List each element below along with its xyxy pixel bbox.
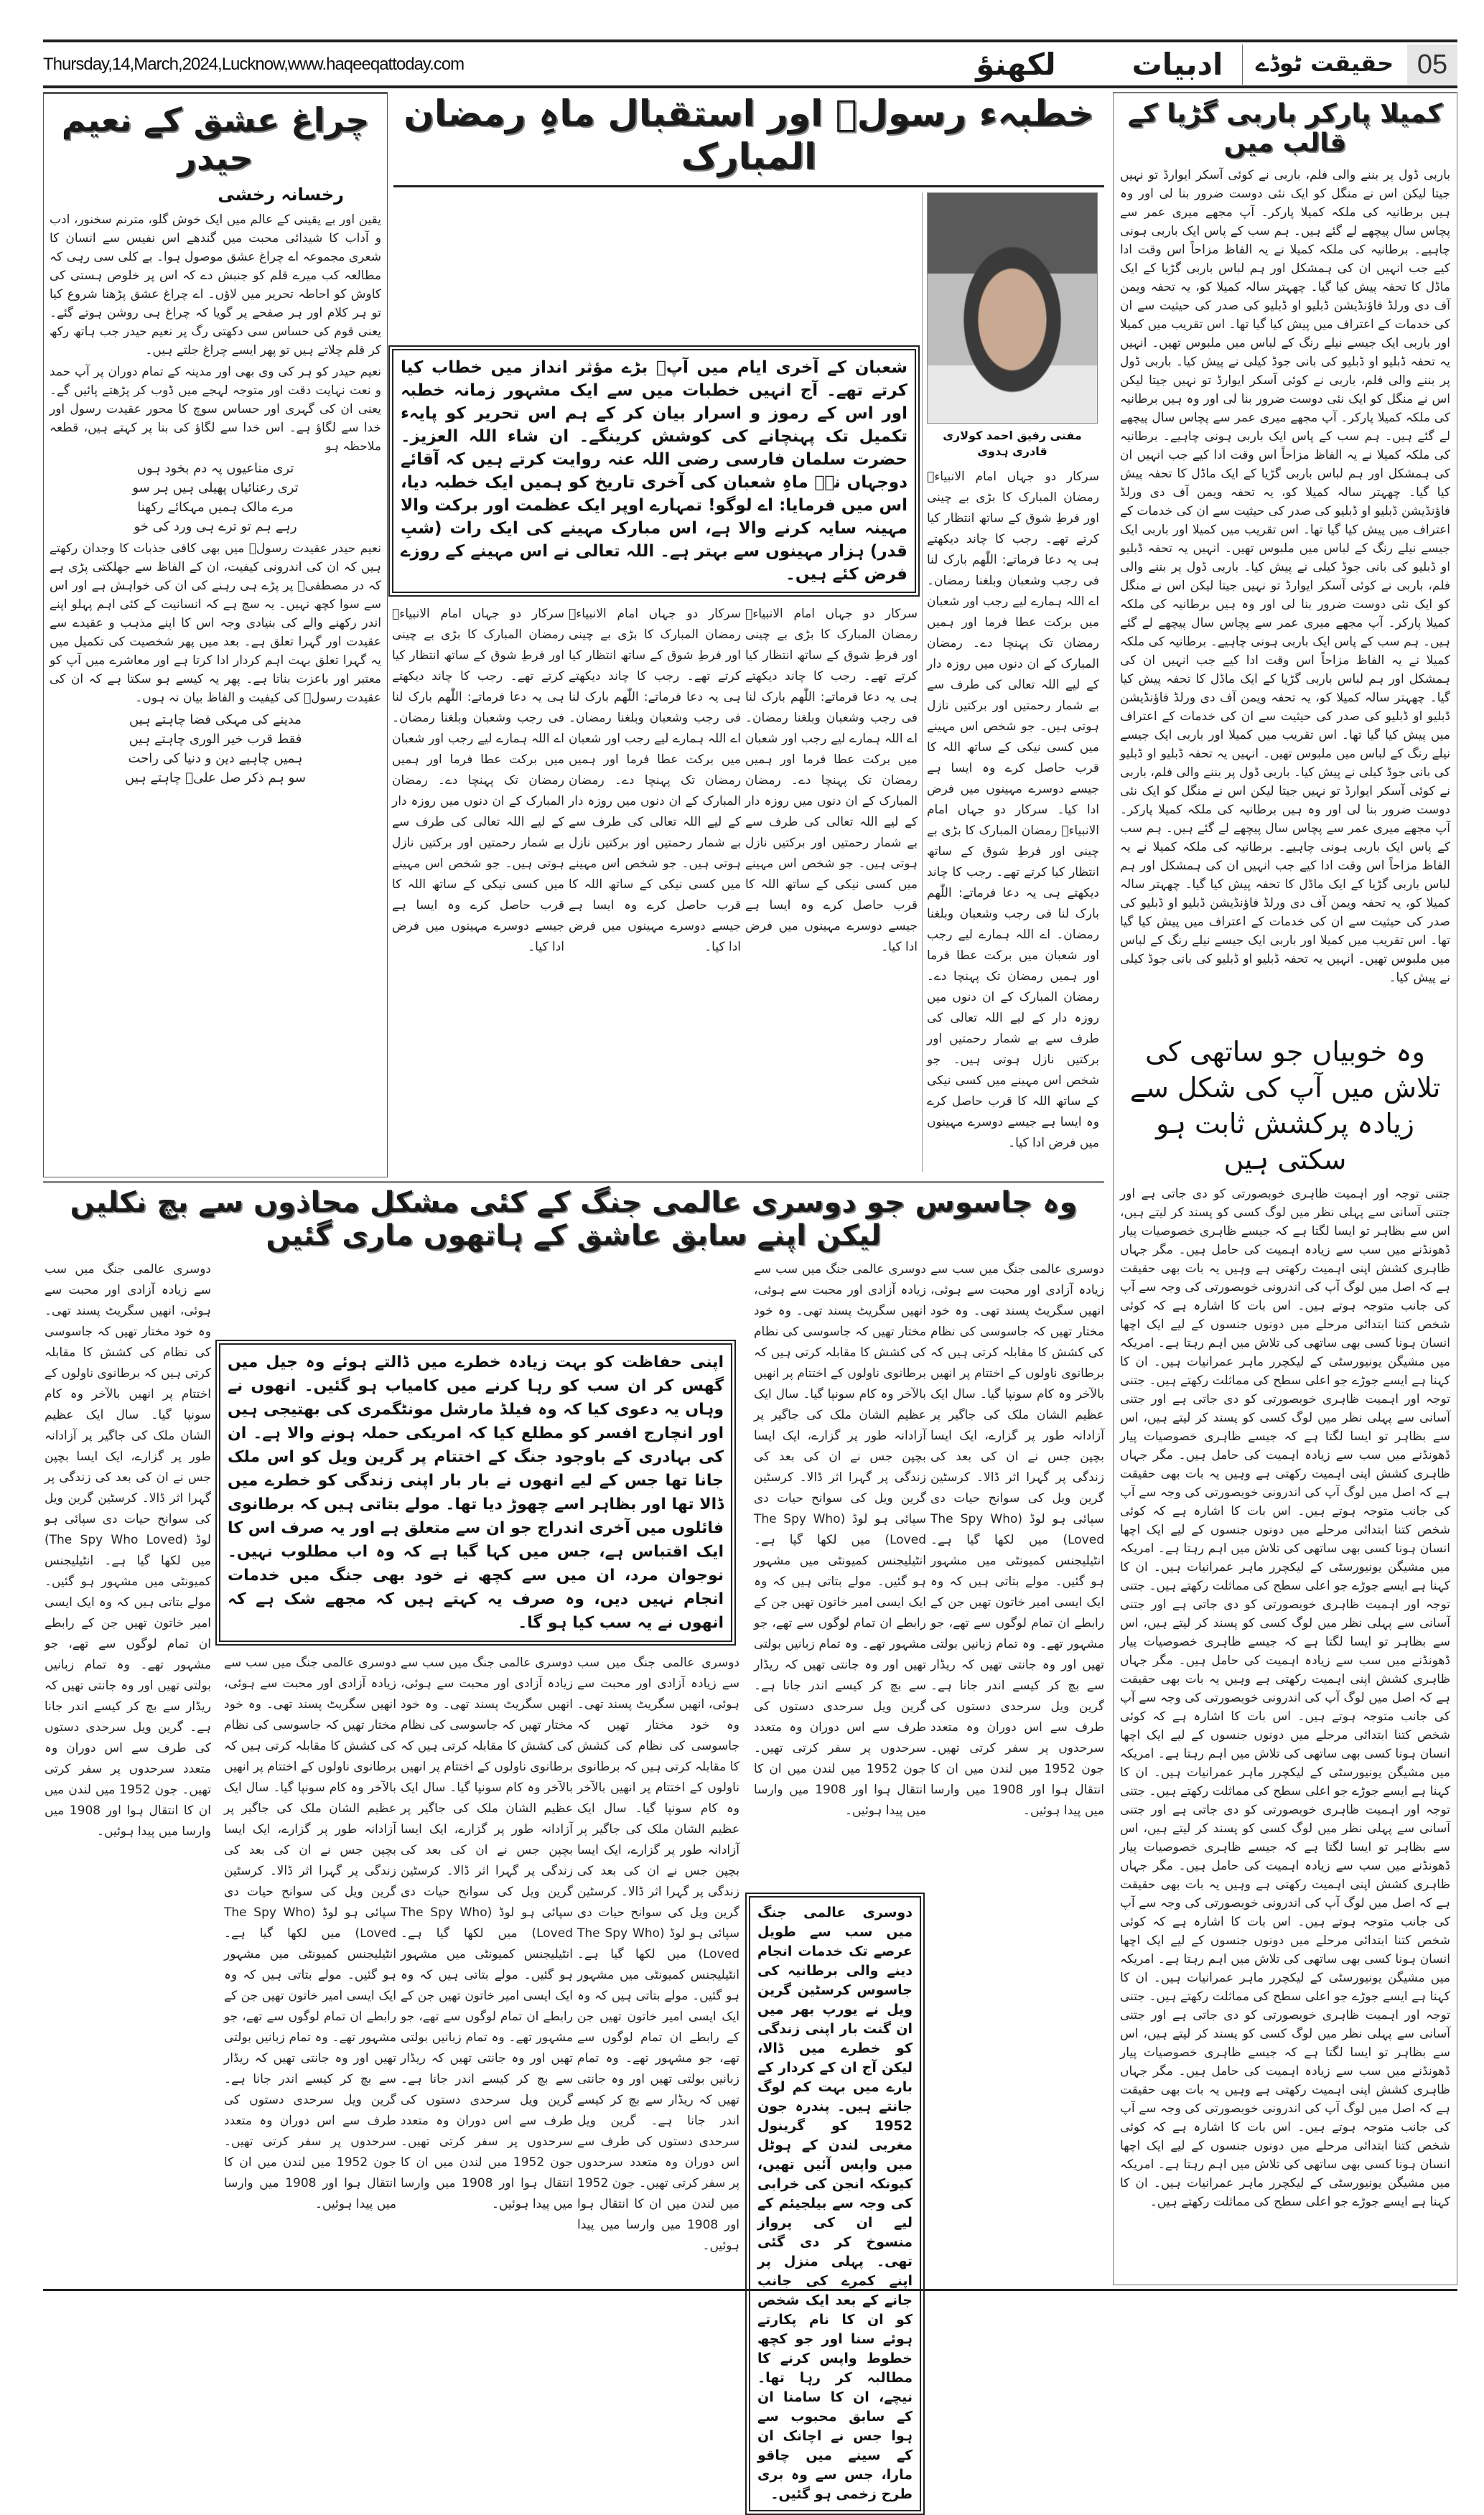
article-text: جتنی توجہ اور اہمیت ظاہری خوبصورتی کو دی جاتی ہے اور جتنی آسانی سے پہلی نظر میں لوگ کسی کو پسند کر لیتے ہیں، اس سے بظاہر تو ایسا لگتا ہے کہ جیسے ظاہری خصوصیات پیار ڈھونڈنے میں سب سے زیادہ اہمیت کی حامل ہیں۔ مگر جہاں ظاہری کشش اپنی اہمیت رکھتی ہے وہیں یہ بات بھی حقیقت ہے کہ اصل میں لوگ آپ کی اندرونی خوبصورتی کی وجہ سے آپ کی جانب متوجہ ہوتے ہیں۔ اس بات کا اشارہ ہے کہ کوئی شخص کتنا ابتدائی مرحلے میں دونوں جنسوں کے لیے ایک اچھا انسان ہونا کسی بھی ساتھی کی تلاش میں اہم رہتا ہے۔ امریکہ میں مشیگن یونیورسٹی کے لیکچرر ماہر عمرانیات ہیں۔ ان کا کہنا ہے ایسے جوڑے جو اعلی سطح کی مماثلت رکھتے ہیں۔ bbox=[1120, 1373, 1450, 1593]
poem-line: ہمیں چاہیے دین و دنیا کی راحت bbox=[128, 750, 303, 766]
left-body bbox=[44, 207, 387, 796]
bottom-column-1 bbox=[930, 1259, 1104, 1821]
poem-line: سو ہم ذکر صل علیؐ چاہتے ہیں bbox=[125, 770, 306, 785]
article-text: باربی ڈول پر بننے والی فلم، باربی نے کوئی آسکر ایوارڈ تو نہیں جیتا لیکن اس نے منگل کو ایک نئی دوست ضرور بنا لی اور وہ ہیں برطانیہ کی ملکہ کمیلا پارکر۔ آپ مجھے میری عمر سے پچاس سال پیچھے لے گئے ہیں۔ ہم سب کے پاس ایک باربی ہونی چاہیے۔ برطانیہ کی ملکہ کمیلا نے یہ الفاظ مزاحاً اس وقت ادا کیے جب انہیں ان کی ہمشکل اور ہم لباس باربی گڑیا کے ایک ماڈل کا تحفہ پیش کیا گیا۔ چھہتر سالہ کمیلا کو، یہ تحفہ ویمن آف دی ورلڈ فاؤنڈیشن ڈبلیو او ڈبلیو کی صدر کی حیثیت سے ان کی خدمات کے اعتراف میں پیش کیا گیا تھا۔ اس تقریب میں کمیلا اور باربی ایک جیسے نیلے رنگ کے لباس میں ملبوس تھیں۔ انہیں یہ تحفہ ڈبلیو او ڈبلیو کی بانی جوڈ کیلی نے پیش کیا۔ bbox=[1120, 765, 1450, 985]
bottom-column-6 bbox=[45, 1259, 211, 1842]
bottom-headline: وہ جاسوس جو دوسری عالمی جنگ کے کئی مشکل محاذوں سے بچ نکلیں لیکن اپنے سابق عاشق کے ہاتھوں ماری گئیں bbox=[70, 1186, 1078, 1252]
article-text: باربی ڈول پر بننے والی فلم، باربی نے کوئی آسکر ایوارڈ تو نہیں جیتا لیکن اس نے منگل کو ایک نئی دوست ضرور بنا لی اور وہ ہیں برطانیہ کی ملکہ کمیلا پارکر۔ آپ مجھے میری عمر سے پچاس سال پیچھے لے گئے ہیں۔ ہم سب کے پاس ایک باربی ہونی چاہیے۔ برطانیہ کی ملکہ کمیلا نے یہ الفاظ مزاحاً اس وقت ادا کیے جب انہیں ان کی ہمشکل اور ہم لباس باربی گڑیا کے ایک ماڈل کا تحفہ پیش کیا گیا۔ چھہتر سالہ کمیلا کو، یہ تحفہ ویمن آف دی ورلڈ فاؤنڈیشن ڈبلیو او ڈبلیو کی صدر کی حیثیت سے ان کی خدمات کے اعتراف میں پیش کیا گیا تھا۔ اس تقریب میں کمیلا اور باربی ایک جیسے نیلے رنگ کے لباس میں ملبوس تھیں۔ انہیں یہ تحفہ ڈبلیو او ڈبلیو کی بانی جوڈ کیلی نے پیش کیا۔ bbox=[1120, 355, 1450, 574]
right-body bbox=[1120, 166, 1450, 987]
center-column-2 bbox=[745, 604, 918, 958]
right-headline: کمیلا پارکر باربی گڑیا کے قالب میں bbox=[1127, 99, 1443, 159]
city-label: لکھنؤ bbox=[976, 47, 1056, 82]
left-paragraph: نعیم حیدر کو ہر کی وی بھی اور مدینہ کے تمام دوران پر آپ حمد و نعت نہایت دقت اور متوجہ لہجے میں ڈوب کر پڑھتے پائیں گے۔ یعنی ان کی گہری اور حساس سوچ کا محور عقیدت رسول اور خدا سے لگاؤ ہے۔ اس خدا سے لگاؤ کی بنا پر کہتے ہیں، قطعہ ملاحظہ ہو bbox=[50, 364, 381, 454]
right-body-2 bbox=[1120, 1185, 1450, 2211]
poem-line: تری رعنائیاں پھیلی ہیں ہر سو bbox=[132, 480, 299, 495]
left-byline: رخسانہ رخشی bbox=[218, 184, 344, 205]
bottom-pull-quote-1: اپنی حفاظت کو بہت زیادہ خطرے میں ڈالتے ہوئے وہ جیل میں گھس کر ان سب کو رہا کرنے میں کامیاب ہو گئیں۔ انھوں نے وہاں یہ دعوی کیا کہ وہ فیلڈ مارشل مونٹگمری کی بھتیجی ہیں اور انچارج افسر کو مطلع کیا کہ امریکی حملہ ہونے والا ہے۔ ان کی بہادری کے باوجود جنگ کے اختتام پر گرین ویل کو اس ملک جانا تھا جس کے لیے انھوں نے بار بار اپنی زندگی کو خطرے میں ڈالا تھا اور بظاہر اسے چھوڑ دیا تھا۔ مولے بتاتی ہیں کہ برطانوی فائلوں میں آخری اندراج جو ان سے متعلق ہے اور یہ صرف اس کا ایک اقتباس ہے، جس میں کہا گیا ہے کہ وہ اب مطلوب نہیں۔ نوجوان مرد، ان میں سے کچھ نے خود بھی جنگ میں خدمات انجام نہیں دیں، وہ صرف یہ کہتے ہیں کہ مجھے شک ہے کہ انھوں نے یہ سب کیا ہو گا۔ bbox=[215, 1340, 736, 1646]
bottom-pull-quote-2: دوسری عالمی جنگ میں سب سے طویل عرصے تک خدمات انجام دینے والی برطانیہ کی جاسوس کرسٹین گرین ویل نے یورپ بھر میں ان گنت بار اپنی زندگی کو خطرے میں ڈالا، لیکن آج ان کے کردار کے بارے میں بہت کم لوگ جانتے ہیں۔ پندرہ جون 1952 کو گرینول مغربی لندن کے ہوٹل میں واپس آئیں تھیں، کیونکہ انجن کی خرابی کی وجہ سے بیلجیئم کے لیے ان کی پرواز منسوخ کر دی گئی تھی۔ پہلی منزل پر اپنے کمرے کی جانب جانے کے بعد ایک شخص کو ان کا نام پکارتے ہوئے سنا اور جو کچھ خطوط واپس کرنے کا مطالبہ کر رہا تھا۔ نیچے، ان کا سامنا ان کے سابق محبوب سے ہوا جس نے اچانک ان کے سینے میں چاقو مارا، جس سے وہ بری طرح زخمی ہو گئیں۔ bbox=[745, 1893, 925, 2515]
center-rule bbox=[393, 185, 1104, 187]
article-text: دوسری عالمی جنگ میں سب سے زیادہ آزادی اور محبت سے ہوئی، انھیں سگریٹ پسند تھی۔ وہ خود مختار تھیں کہ جاسوسی کی نظام کی کشش کا مقابلہ کرتی ہیں کہ برطانوی ناولوں کے اختتام پر انھیں بالآخر وہ کام سونپا گیا۔ سال ایک عظیم الشان ملک کی جاگیر پر آزادانہ طور پر گزارے، ایک ایسا بچپن جس نے ان کی بعد کی زندگی پر گہرا اثر ڈالا۔ کرسٹین گرین ویل کی سوانح حیات دی سپائی ہو لوڈ (The Spy Who Loved) میں لکھا گیا ہے۔ انٹیلیجنس کمیونٹی میں مشہور ہو گئیں۔ مولے بتاتی ہیں کہ وہ ایک ایسی امیر خاتون تھیں جن کے رابطے ان تمام لوگوں سے تھے، جو مشہور تھے۔ وہ تمام زبانیں بولتی تھیں اور وہ جانتی تھیں کہ ریڈار سے بچ کر کیسے اندر جانا ہے۔ گرین ویل سرحدی دستوں کی طرف سے اس دوران وہ متعدد سرحدوں پر سفر کرتی تھیں۔ جون 1952 میں لندن میں ان کا انتقال ہوا اور 1908 میں وارسا میں پیدا ہوئیں۔ bbox=[577, 1656, 740, 2253]
poem-line: رہے ہم تو ترے ہی ورد کی خو bbox=[134, 518, 297, 534]
column-divider bbox=[922, 192, 923, 1172]
article-text: دوسری عالمی جنگ میں سب سے زیادہ آزادی اور محبت سے ہوئی، انھیں سگریٹ پسند تھی۔ وہ خود مختار تھیں کہ جاسوسی کی نظام کی کشش کا مقابلہ کرتی ہیں کہ برطانوی ناولوں کے اختتام پر انھیں بالآخر وہ کام سونپا گیا۔ سال ایک عظیم الشان ملک کی جاگیر پر آزادانہ طور پر گزارے، ایک ایسا بچپن جس نے ان کی بعد کی زندگی پر گہرا اثر ڈالا۔ کرسٹین گرین ویل کی سوانح حیات دی سپائی ہو لوڈ (The Spy Who Loved) میں لکھا گیا ہے۔ انٹیلیجنس کمیونٹی میں مشہور ہو گئیں۔ مولے بتاتی ہیں کہ وہ ایک ایسی امیر خاتون تھیں جن کے رابطے ان تمام لوگوں سے تھے، جو مشہور تھے۔ وہ تمام زبانیں بولتی تھیں اور وہ جانتی تھیں کہ ریڈار سے بچ کر کیسے اندر جانا ہے۔ گرین ویل سرحدی دستوں کی طرف سے اس دوران وہ متعدد سرحدوں پر سفر کرتی تھیں۔ جون 1952 میں لندن میں ان کا انتقال ہوا اور 1908 میں وارسا میں پیدا ہوئیں۔ bbox=[224, 1656, 396, 2211]
poem-line: مدینے کی مہکی فضا چاہتے ہیں bbox=[129, 711, 302, 727]
center-column-1 bbox=[927, 467, 1099, 1154]
left-article bbox=[43, 92, 388, 1177]
dateline: Thursday,14,March,2024,Lucknow,www.haqeeqattoday.com bbox=[43, 55, 465, 74]
left-headline: چراغ عشق کے نعیم حیدر bbox=[61, 101, 370, 177]
paper-logo: حقیقت ٹوڈے bbox=[1255, 50, 1394, 77]
article-text: باربی ڈول پر بننے والی فلم، باربی نے کوئی آسکر ایوارڈ تو نہیں جیتا لیکن اس نے منگل کو ایک نئی دوست ضرور بنا لی اور وہ ہیں برطانیہ کی ملکہ کمیلا پارکر۔ آپ مجھے میری عمر سے پچاس سال پیچھے لے گئے ہیں۔ ہم سب کے پاس ایک باربی ہونی چاہیے۔ برطانیہ کی ملکہ کمیلا نے یہ الفاظ مزاحاً اس وقت ادا کیے جب انہیں ان کی ہمشکل اور ہم لباس باربی گڑیا کے ایک ماڈل کا تحفہ پیش کیا گیا۔ چھہتر سالہ کمیلا کو، یہ تحفہ ویمن آف دی ورلڈ فاؤنڈیشن ڈبلیو او ڈبلیو کی صدر کی حیثیت سے ان کی خدمات کے اعتراف میں پیش کیا گیا تھا۔ اس تقریب میں کمیلا اور باربی ایک جیسے نیلے رنگ کے لباس میں ملبوس تھیں۔ انہیں یہ تحفہ ڈبلیو او ڈبلیو کی بانی جوڈ کیلی نے پیش کیا۔ bbox=[1120, 560, 1451, 780]
poem-line: فقط قرب خیر الوری چاہتے ہیں bbox=[129, 731, 302, 747]
poem-line: تری مناعیوں پہ دم بخود ہوں bbox=[136, 460, 294, 476]
bottom-story-rule bbox=[43, 1181, 1104, 1183]
center-pull-quote: شعبان کے آخری ایام میں آپؐ بڑے مؤثر انداز میں خطاب کیا کرتے تھے۔ آج انہیں خطبات میں سے ایک مشہور زمانہ خطبہ اور اس کے رموز و اسرار بیان کر کے ہم اس تحریر کو پایہء تکمیل تک پہنچانے کی کوشش کرینگے۔ ان شاء اللہ العزیز۔ حضرت سلمان فارسی رضی اللہ عنہ روایت کرتے ہیں کہ آقائے دوجہاں نےؐ ماہِ شعبان کی آخری تاریخ کو ہمیں ایک خطبہ دیا، اس میں فرمایا: اے لوگو! تمہارے اوپر ایک عظمت اور برکت والا مہینہ سایہ کرنے والا ہے، اس مبارک مہینے کی ایک رات (شبِ قدر) ہزار مہینوں سے بہتر ہے۔ اللہ تعالی نے اس مہینے کے روزے فرض کئے ہیں۔ bbox=[388, 345, 920, 597]
bottom-column-4 bbox=[401, 1653, 573, 2215]
article-text: سرکار دو جہاں امام الانبیاءؐ رمضان المبارک کا بڑی بے چینی اور فرطِ شوق کے ساتھ انتظار کیا کرتے تھے۔ رجب کا چاند دیکھتے ہی یہ دعا فرماتے: اللّٰھم بارک لنا فی رجب وشعبان وبلغنا رمضان۔ اے اللہ ہمارے لیے رجب اور شعبان میں برکت عطا فرما اور ہمیں رمضان تک پہنچا دے۔ رمضان المبارک کے ان دنوں میں روزہ دار کے لیے اللہ تعالی کی طرف سے بے شمار رحمتیں اور برکتیں نازل ہوتی ہیں۔ جو شخص اس مہینے میں کسی نیکی کے ساتھ اللہ کا قرب حاصل کرے وہ ایسا ہے جیسے دوسرے مہینوں میں فرض ادا کیا۔ bbox=[927, 470, 1099, 817]
article-text: دوسری عالمی جنگ میں سب سے زیادہ آزادی اور محبت سے ہوئی، انھیں سگریٹ پسند تھی۔ وہ خود مختار تھیں کہ جاسوسی کی نظام کی کشش کا مقابلہ کرتی ہیں کہ برطانوی ناولوں کے اختتام پر انھیں بالآخر وہ کام سونپا گیا۔ سال ایک عظیم الشان ملک کی جاگیر پر آزادانہ طور پر گزارے، ایک ایسا بچپن جس نے ان کی بعد کی زندگی پر گہرا اثر ڈالا۔ کرسٹین گرین ویل کی سوانح حیات دی سپائی ہو لوڈ (The Spy Who Loved) میں لکھا گیا ہے۔ انٹیلیجنس کمیونٹی میں مشہور ہو گئیں۔ مولے بتاتی ہیں کہ وہ ایک ایسی امیر خاتون تھیں جن کے رابطے ان تمام لوگوں سے تھے، جو مشہور تھے۔ وہ تمام زبانیں بولتی تھیں اور وہ جانتی تھیں کہ ریڈار سے بچ کر کیسے اندر جانا ہے۔ گرین ویل سرحدی دستوں کی طرف سے اس دوران وہ متعدد سرحدوں پر سفر کرتی تھیں۔ جون 1952 میں لندن میں ان کا انتقال ہوا اور 1908 میں وارسا میں پیدا ہوئیں۔ bbox=[401, 1656, 573, 2211]
masthead-divider bbox=[1242, 45, 1243, 85]
poem-line: مرے مالک ہمیں مہکائے رکھنا bbox=[137, 499, 294, 515]
bottom-column-3 bbox=[577, 1653, 739, 2257]
bottom-column-5 bbox=[224, 1653, 396, 2215]
article-text: دوسری عالمی جنگ میں سب سے زیادہ آزادی اور محبت سے ہوئی، انھیں سگریٹ پسند تھی۔ وہ خود مختار تھیں کہ جاسوسی کی نظام کی کشش کا مقابلہ کرتی ہیں کہ برطانوی ناولوں کے اختتام پر انھیں بالآخر وہ کام سونپا گیا۔ سال ایک عظیم الشان ملک کی جاگیر پر آزادانہ طور پر گزارے، ایک ایسا بچپن جس نے ان کی بعد کی زندگی پر گہرا اثر ڈالا۔ کرسٹین گرین ویل کی سوانح حیات دی سپائی ہو لوڈ (The Spy Who Loved) میں لکھا گیا ہے۔ انٹیلیجنس کمیونٹی میں مشہور ہو گئیں۔ مولے بتاتی ہیں کہ وہ ایک ایسی امیر خاتون تھیں جن کے رابطے ان تمام لوگوں سے تھے، جو مشہور تھے۔ وہ تمام زبانیں بولتی تھیں اور وہ جانتی تھیں کہ ریڈار سے بچ کر کیسے اندر جانا ہے۔ گرین ویل سرحدی دستوں کی طرف سے اس دوران وہ متعدد سرحدوں پر سفر کرتی تھیں۔ جون 1952 میں لندن میں ان کا انتقال ہوا اور 1908 میں وارسا میں پیدا ہوئیں۔ bbox=[754, 1262, 926, 1818]
article-text: جتنی توجہ اور اہمیت ظاہری خوبصورتی کو دی جاتی ہے اور جتنی آسانی سے پہلی نظر میں لوگ کسی کو پسند کر لیتے ہیں، اس سے بظاہر تو ایسا لگتا ہے کہ جیسے ظاہری خصوصیات پیار ڈھونڈنے میں سب سے زیادہ اہمیت کی حامل ہیں۔ مگر جہاں ظاہری کشش اپنی اہمیت رکھتی ہے وہیں یہ بات بھی حقیقت ہے کہ اصل میں لوگ آپ کی اندرونی خوبصورتی کی وجہ سے آپ کی جانب متوجہ ہوتے ہیں۔ اس بات کا اشارہ ہے کہ کوئی شخص کتنا ابتدائی مرحلے میں دونوں جنسوں کے لیے ایک اچھا انسان ہونا کسی بھی ساتھی کی تلاش میں اہم رہتا ہے۔ امریکہ میں مشیگن یونیورسٹی کے لیکچرر ماہر عمرانیات ہیں۔ ان کا کہنا ہے ایسے جوڑے جو اعلی سطح کی مماثلت رکھتے ہیں۔ bbox=[1120, 1989, 1450, 2209]
right-headline-2: وہ خوبیاں جو ساتھی کی تلاش میں آپ کی شکل سے زیادہ پرکشش ثابت ہو سکتی ہیں bbox=[1129, 1036, 1441, 1175]
poem-1 bbox=[50, 459, 381, 536]
article-text: سرکار دو جہاں امام الانبیاءؐ رمضان المبارک کا بڑی بے چینی اور فرطِ شوق کے ساتھ انتظار کیا کرتے تھے۔ رجب کا چاند دیکھتے ہی یہ دعا فرماتے: اللّٰھم بارک لنا فی رجب وشعبان وبلغنا رمضان۔ اے اللہ ہمارے لیے رجب اور شعبان میں برکت عطا فرما اور ہمیں رمضان تک پہنچا دے۔ رمضان المبارک کے ان دنوں میں روزہ دار کے لیے اللہ تعالی کی طرف سے بے شمار رحمتیں اور برکتیں نازل ہوتی ہیں۔ جو شخص اس مہینے میں کسی نیکی کے ساتھ اللہ کا قرب حاصل کرے وہ ایسا ہے جیسے دوسرے مہینوں میں فرض ادا کیا۔ bbox=[569, 607, 741, 954]
center-column-3 bbox=[569, 604, 741, 958]
article-text: جتنی توجہ اور اہمیت ظاہری خوبصورتی کو دی جاتی ہے اور جتنی آسانی سے پہلی نظر میں لوگ کسی کو پسند کر لیتے ہیں، اس سے بظاہر تو ایسا لگتا ہے کہ جیسے ظاہری خصوصیات پیار ڈھونڈنے میں سب سے زیادہ اہمیت کی حامل ہیں۔ مگر جہاں ظاہری کشش اپنی اہمیت رکھتی ہے وہیں یہ بات بھی حقیقت ہے کہ اصل میں لوگ آپ کی اندرونی خوبصورتی کی وجہ سے آپ کی جانب متوجہ ہوتے ہیں۔ اس بات کا اشارہ ہے کہ کوئی شخص کتنا ابتدائی مرحلے میں دونوں جنسوں کے لیے ایک اچھا انسان ہونا کسی بھی ساتھی کی تلاش میں اہم رہتا ہے۔ امریکہ میں مشیگن یونیورسٹی کے لیکچرر ماہر عمرانیات ہیں۔ ان کا کہنا ہے ایسے جوڑے جو اعلی سطح کی مماثلت رکھتے ہیں۔ bbox=[1120, 1579, 1450, 1798]
article-text: سرکار دو جہاں امام الانبیاءؐ رمضان المبارک کا بڑی بے چینی اور فرطِ شوق کے ساتھ انتظار کیا کرتے تھے۔ رجب کا چاند دیکھتے ہی یہ دعا فرماتے: اللّٰھم بارک لنا فی رجب وشعبان وبلغنا رمضان۔ اے اللہ ہمارے لیے رجب اور شعبان میں برکت عطا فرما اور ہمیں رمضان تک پہنچا دے۔ رمضان المبارک کے ان دنوں میں روزہ دار کے لیے اللہ تعالی کی طرف سے بے شمار رحمتیں اور برکتیں نازل ہوتی ہیں۔ جو شخص اس مہینے میں کسی نیکی کے ساتھ اللہ کا قرب حاصل کرے وہ ایسا ہے جیسے دوسرے مہینوں میں فرض ادا کیا۔ bbox=[745, 607, 918, 954]
masthead-bottom-rule bbox=[43, 85, 1457, 88]
page-number: 05 bbox=[1407, 45, 1457, 85]
left-paragraph-2: نعیم حیدر عقیدت رسولؐ میں بھی کافی جذبات کا وجدان رکھتے ہیں کہ ان کی اندرونی کیفیت، ان کے الفاظ سے جھلکتی پڑی ہے کہ در مصطفیؐ پر پڑے ہی رہنے کی ان کی خواہش ہے اور اس سے سوا کچھ نہیں۔ یہ سچ ہے کہ انسانیت کے کئی اہم پہلو اپنے اندر رکھنے والے کی بنیادی وجہ اس کا اپنے مذہب و عقیدے سے عقیدت اور گہرا تعلق ہے۔ بعد میں پھر شخصیت کی تکمیل میں یہ گہرا تعلق بہت اہم کردار ادا کرتا ہے اور معاشرے میں آپ کو معتبر اور باعزت بناتا ہے۔ پھر یہ کیسے ہو سکتا ہے کہ ان کی عقیدت رسولؐ کی کیفیت و الفاظ بیان نہ ہوں۔ bbox=[50, 541, 381, 705]
article-text: دوسری عالمی جنگ میں سب سے زیادہ آزادی اور محبت سے ہوئی، انھیں سگریٹ پسند تھی۔ وہ خود مختار تھیں کہ جاسوسی کی نظام کی کشش کا مقابلہ کرتی ہیں کہ برطانوی ناولوں کے اختتام پر انھیں بالآخر وہ کام سونپا گیا۔ سال ایک عظیم الشان ملک کی جاگیر پر آزادانہ طور پر گزارے، ایک ایسا بچپن جس نے ان کی بعد کی زندگی پر گہرا اثر ڈالا۔ کرسٹین گرین ویل کی سوانح حیات دی سپائی ہو لوڈ (The Spy Who Loved) میں لکھا گیا ہے۔ انٹیلیجنس کمیونٹی میں مشہور ہو گئیں۔ مولے بتاتی ہیں کہ وہ ایک ایسی امیر خاتون تھیں جن کے رابطے ان تمام لوگوں سے تھے، جو مشہور تھے۔ وہ تمام زبانیں بولتی تھیں اور وہ جانتی تھیں کہ ریڈار سے بچ کر کیسے اندر جانا ہے۔ گرین ویل سرحدی دستوں کی طرف سے اس دوران وہ متعدد سرحدوں پر سفر کرتی تھیں۔ جون 1952 میں لندن میں ان کا انتقال ہوا اور 1908 میں وارسا میں پیدا ہوئیں۔ bbox=[930, 1262, 1104, 1818]
article-text: باربی ڈول پر بننے والی فلم، باربی نے کوئی آسکر ایوارڈ تو نہیں جیتا لیکن اس نے منگل کو ایک نئی دوست ضرور بنا لی اور وہ ہیں برطانیہ کی ملکہ کمیلا پارکر۔ آپ مجھے میری عمر سے پچاس سال پیچھے لے گئے ہیں۔ ہم سب کے پاس ایک باربی ہونی چاہیے۔ برطانیہ کی ملکہ کمیلا نے یہ الفاظ مزاحاً اس وقت ادا کیے جب انہیں ان کی ہمشکل اور ہم لباس باربی گڑیا کے ایک ماڈل کا تحفہ پیش کیا گیا۔ چھہتر سالہ کمیلا کو، یہ تحفہ ویمن آف دی ورلڈ فاؤنڈیشن ڈبلیو او ڈبلیو کی صدر کی حیثیت سے ان کی خدمات کے اعتراف میں پیش کیا گیا تھا۔ اس تقریب میں کمیلا اور باربی ایک جیسے نیلے رنگ کے لباس میں ملبوس تھیں۔ انہیں یہ تحفہ ڈبلیو او ڈبلیو کی بانی جوڈ کیلی نے پیش کیا۔ bbox=[1120, 168, 1450, 369]
left-intro: یقین اور بے یقینی کے عالم میں ایک خوش گلو، مترنم سخنور، ادب و آداب کا شیدائی محبت میں گندھے اس نفیس سے انسان کا شعری مجموعہ اے چراغ عشق موصول ہوا۔ بے کلی سی رہی کہ مطالعہ کب میرے قلم کو جنبش دے کہ اس پر خلوص ہستی کی کاوش کو احاطہ تحریر میں لاؤں۔ اے چراغ عشق پڑھنا شروع کیا تو ہر کلام اور ہر صفحے پر گویا کہ چراغ ہی روشن ہوتے گئے۔ یعنی قوم کی حساس سی دکھتی رگ پر نعیم حیدر جب ہاتھ رکھ کر قلم چلاتے ہیں تو پھر ایسے چراغ جلتے ہیں۔ bbox=[50, 212, 381, 358]
section-label: ادبیات bbox=[1131, 47, 1223, 82]
article-text: دوسری عالمی جنگ میں سب سے زیادہ آزادی اور محبت سے ہوئی، انھیں سگریٹ پسند تھی۔ وہ خود مختار تھیں کہ جاسوسی کی نظام کی کشش کا مقابلہ کرتی ہیں کہ برطانوی ناولوں کے اختتام پر انھیں بالآخر وہ کام سونپا گیا۔ سال ایک عظیم الشان ملک کی جاگیر پر آزادانہ طور پر گزارے، ایک ایسا بچپن جس نے ان کی بعد کی زندگی پر گہرا اثر ڈالا۔ کرسٹین گرین ویل کی سوانح حیات دی سپائی ہو لوڈ (The Spy Who Loved) میں لکھا گیا ہے۔ انٹیلیجنس کمیونٹی میں مشہور ہو گئیں۔ مولے بتاتی ہیں کہ وہ ایک ایسی امیر خاتون تھیں جن کے رابطے ان تمام لوگوں سے تھے، جو مشہور تھے۔ وہ تمام زبانیں بولتی تھیں اور وہ جانتی تھیں کہ ریڈار سے بچ کر کیسے اندر جانا ہے۔ گرین ویل سرحدی دستوں کی طرف سے اس دوران وہ متعدد سرحدوں پر سفر کرتی تھیں۔ جون 1952 میں لندن میں ان کا انتقال ہوا اور 1908 میں وارسا میں پیدا ہوئیں۔ bbox=[45, 1262, 211, 1839]
article-text: سرکار دو جہاں امام الانبیاءؐ رمضان المبارک کا بڑی بے چینی اور فرطِ شوق کے ساتھ انتظار کیا کرتے تھے۔ رجب کا چاند دیکھتے ہی یہ دعا فرماتے: اللّٰھم بارک لنا فی رجب وشعبان وبلغنا رمضان۔ اے اللہ ہمارے لیے رجب اور شعبان میں برکت عطا فرما اور ہمیں رمضان تک پہنچا دے۔ رمضان المبارک کے ان دنوں میں روزہ دار کے لیے اللہ تعالی کی طرف سے بے شمار رحمتیں اور برکتیں نازل ہوتی ہیں۔ جو شخص اس مہینے میں کسی نیکی کے ساتھ اللہ کا قرب حاصل کرے وہ ایسا ہے جیسے دوسرے مہینوں میں فرض ادا کیا۔ bbox=[392, 607, 564, 954]
center-headline: خطبہء رسولؐ اور استقبال ماہِ رمضان المبارک bbox=[403, 93, 1094, 177]
article-text: جتنی توجہ اور اہمیت ظاہری خوبصورتی کو دی جاتی ہے اور جتنی آسانی سے پہلی نظر میں لوگ کسی کو پسند کر لیتے ہیں، اس سے بظاہر تو ایسا لگتا ہے کہ جیسے ظاہری خصوصیات پیار ڈھونڈنے میں سب سے زیادہ اہمیت کی حامل ہیں۔ مگر جہاں ظاہری کشش اپنی اہمیت رکھتی ہے وہیں یہ بات بھی حقیقت ہے کہ اصل میں لوگ آپ کی اندرونی خوبصورتی کی وجہ سے آپ کی جانب متوجہ ہوتے ہیں۔ اس بات کا اشارہ ہے کہ کوئی شخص کتنا ابتدائی مرحلے میں دونوں جنسوں کے لیے ایک اچھا انسان ہونا کسی بھی ساتھی کی تلاش میں اہم رہتا ہے۔ امریکہ میں مشیگن یونیورسٹی کے لیکچرر ماہر عمرانیات ہیں۔ ان کا کہنا ہے ایسے جوڑے جو اعلی سطح کی مماثلت رکھتے ہیں۔ bbox=[1120, 1187, 1450, 1388]
article-text: سرکار دو جہاں امام الانبیاءؐ رمضان المبارک کا بڑی بے چینی اور فرطِ شوق کے ساتھ انتظار کیا کرتے تھے۔ رجب کا چاند دیکھتے ہی یہ دعا فرماتے: اللّٰھم بارک لنا فی رجب وشعبان وبلغنا رمضان۔ اے اللہ ہمارے لیے رجب اور شعبان میں برکت عطا فرما اور ہمیں رمضان تک پہنچا دے۔ رمضان المبارک کے ان دنوں میں روزہ دار کے لیے اللہ تعالی کی طرف سے بے شمار رحمتیں اور برکتیں نازل ہوتی ہیں۔ جو شخص اس مہینے میں کسی نیکی کے ساتھ اللہ کا قرب حاصل کرے وہ ایسا ہے جیسے دوسرے مہینوں میں فرض ادا کیا۔ bbox=[927, 803, 1099, 1150]
center-column-4 bbox=[392, 604, 564, 958]
photo-caption: مفتی رفیق احمد کولاری قادری ہدوی bbox=[943, 429, 1082, 458]
bottom-rule bbox=[43, 2289, 1457, 2291]
top-rule bbox=[43, 39, 1457, 42]
poem-2 bbox=[50, 710, 381, 788]
bottom-column-2 bbox=[754, 1259, 926, 1821]
author-photo bbox=[927, 192, 1098, 424]
article-text: جتنی توجہ اور اہمیت ظاہری خوبصورتی کو دی جاتی ہے اور جتنی آسانی سے پہلی نظر میں لوگ کسی کو پسند کر لیتے ہیں، اس سے بظاہر تو ایسا لگتا ہے کہ جیسے ظاہری خصوصیات پیار ڈھونڈنے میں سب سے زیادہ اہمیت کی حامل ہیں۔ مگر جہاں ظاہری کشش اپنی اہمیت رکھتی ہے وہیں یہ بات بھی حقیقت ہے کہ اصل میں لوگ آپ کی اندرونی خوبصورتی کی وجہ سے آپ کی جانب متوجہ ہوتے ہیں۔ اس بات کا اشارہ ہے کہ کوئی شخص کتنا ابتدائی مرحلے میں دونوں جنسوں کے لیے ایک اچھا انسان ہونا کسی بھی ساتھی کی تلاش میں اہم رہتا ہے۔ امریکہ میں مشیگن یونیورسٹی کے لیکچرر ماہر عمرانیات ہیں۔ ان کا کہنا ہے ایسے جوڑے جو اعلی سطح کی مماثلت رکھتے ہیں۔ bbox=[1120, 1784, 1450, 2004]
